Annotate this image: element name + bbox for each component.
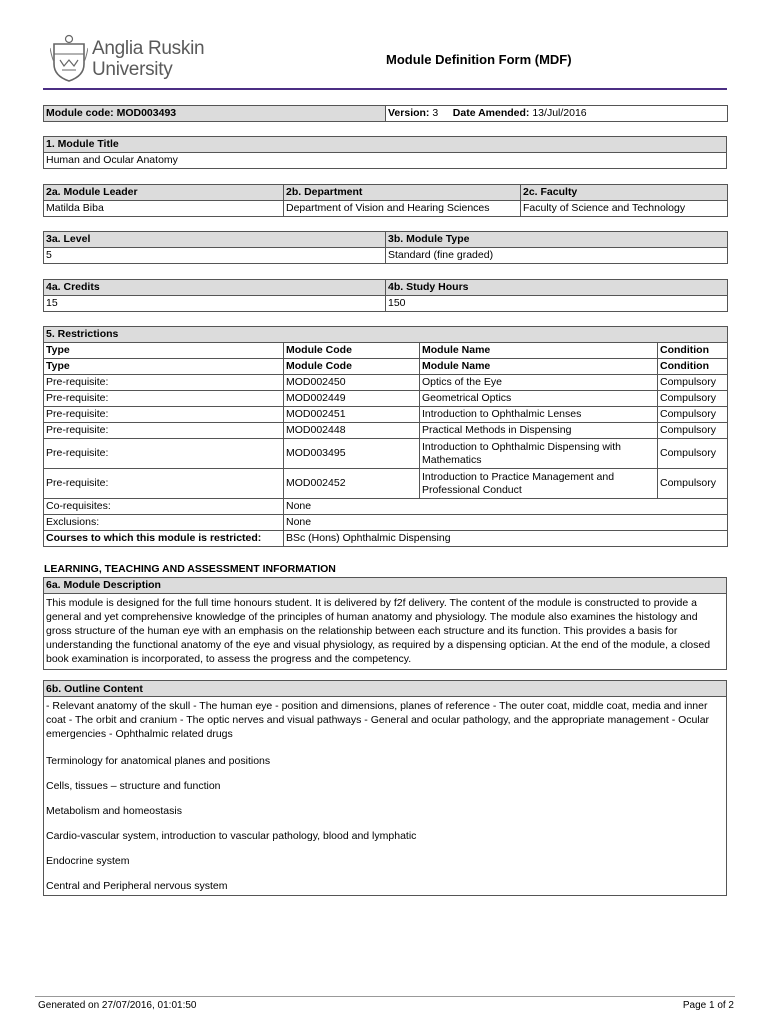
row-code: MOD002449 — [284, 391, 420, 407]
logo-line-2: University — [92, 59, 173, 80]
leader-value: Matilda Biba — [44, 201, 284, 217]
table-row — [44, 407, 728, 423]
credits-label: 4a. Credits — [44, 280, 386, 296]
row-code: MOD002450 — [284, 375, 420, 391]
col-header-condition-repeat: Condition — [658, 359, 728, 375]
module-title-value: Human and Ocular Anatomy — [44, 153, 727, 169]
list-item: Cells, tissues – structure and function — [46, 780, 221, 792]
level-label: 3a. Level — [44, 232, 386, 248]
logo-line-1: Anglia Ruskin — [92, 38, 205, 59]
module-code-cell — [44, 106, 386, 122]
row-type: Pre-requisite: — [44, 407, 284, 423]
title-rule — [43, 88, 727, 90]
list-item: Metabolism and homeostasis — [46, 805, 182, 817]
row-code: MOD002448 — [284, 423, 420, 439]
module-code-table — [43, 105, 728, 122]
credits-table — [43, 279, 728, 312]
restrictions-label: 5. Restrictions — [44, 327, 728, 343]
leader-label: 2a. Module Leader — [44, 185, 284, 201]
row-condition: Compulsory — [658, 375, 728, 391]
col-header-type: Type — [44, 343, 284, 359]
list-item: Endocrine system — [46, 855, 130, 867]
exclusions-label: Exclusions: — [44, 515, 284, 531]
row-condition: Compulsory — [658, 391, 728, 407]
outline-content-label: 6b. Outline Content — [44, 681, 726, 697]
department-label: 2b. Department — [284, 185, 521, 201]
level-table — [43, 231, 728, 264]
row-condition: Compulsory — [658, 469, 728, 499]
module-title-label: 1. Module Title — [44, 137, 727, 153]
exclusions-value: None — [284, 515, 728, 531]
department-value: Department of Vision and Hearing Sciences — [284, 201, 521, 217]
crest-icon — [50, 34, 88, 82]
outline-intro: - Relevant anatomy of the skull - The human eye - position and dimensions, planes of reference - The outer coat, middle coat, media and inner coat - The orbit and cranium - The optic nerves and visual pathways - General and ocular pathology, and the appropriate management - Ocular emergencies - Ophthalmic related drugs — [46, 700, 710, 740]
module-description-label: 6a. Module Description — [44, 578, 727, 594]
module-code-value: MOD003493 — [116, 107, 177, 119]
col-header-condition: Condition — [658, 343, 728, 359]
row-name: Introduction to Ophthalmic Dispensing with Mathematics — [420, 439, 658, 469]
restrictions-table — [43, 326, 728, 547]
faculty-label: 2c. Faculty — [521, 185, 728, 201]
module-description-text: This module is designed for the full time honours student. It is delivered by f2f delivery. The content of the module is constructed to provide a general and yet comprehensive knowledge of the principles of human anatomy and physiology. The module also examines the histology and gross structure of the human eye with an emphasis on the relationship between each structure and its function. This provides a basis for understanding the functional anatomy of the eye and visual physiology, as required by a dispensing optician. At the end of the module, a closed book examination is incorporated, to assess the progress and the competency. — [44, 594, 727, 670]
module-code-label: Module code: — [46, 107, 114, 119]
table-row — [44, 439, 728, 469]
module-type-value: Standard (fine graded) — [386, 248, 728, 264]
row-name: Introduction to Practice Management and Professional Conduct — [420, 469, 658, 499]
row-code: MOD002452 — [284, 469, 420, 499]
col-header-code-repeat: Module Code — [284, 359, 420, 375]
outline-content-box — [43, 680, 727, 896]
module-type-label: 3b. Module Type — [386, 232, 728, 248]
leader-table — [43, 184, 728, 217]
footer-rule — [35, 996, 735, 997]
row-name: Practical Methods in Dispensing — [420, 423, 658, 439]
date-amended-label: Date Amended: — [452, 107, 530, 119]
col-header-name: Module Name — [420, 343, 658, 359]
version-value: 3 — [432, 107, 439, 119]
row-code: MOD003495 — [284, 439, 420, 469]
table-row — [44, 391, 728, 407]
module-description-table — [43, 577, 727, 670]
row-name: Introduction to Ophthalmic Lenses — [420, 407, 658, 423]
row-condition: Compulsory — [658, 407, 728, 423]
level-value: 5 — [44, 248, 386, 264]
col-header-type-repeat: Type — [44, 359, 284, 375]
list-item: Cardio-vascular system, introduction to vascular pathology, blood and lymphatic — [46, 830, 417, 842]
module-title-table — [43, 136, 727, 169]
row-name: Geometrical Optics — [420, 391, 658, 407]
version-cell — [386, 106, 728, 122]
row-type: Pre-requisite: — [44, 469, 284, 499]
row-type: Pre-requisite: — [44, 423, 284, 439]
generated-timestamp: Generated on 27/07/2016, 01:01:50 — [38, 1000, 197, 1011]
list-item: Terminology for anatomical planes and positions — [46, 755, 271, 767]
restricted-courses-label: Courses to which this module is restricted: — [44, 531, 284, 547]
university-logo — [50, 34, 210, 84]
list-item: Central and Peripheral nervous system — [46, 880, 228, 892]
col-header-code: Module Code — [284, 343, 420, 359]
page-number: Page 1 of 2 — [682, 1000, 734, 1011]
credits-value: 15 — [44, 296, 386, 312]
row-condition: Compulsory — [658, 423, 728, 439]
form-title: Module Definition Form (MDF) — [386, 52, 572, 67]
table-row — [44, 423, 728, 439]
table-row — [44, 469, 728, 499]
restricted-courses-value: BSc (Hons) Ophthalmic Dispensing — [284, 531, 728, 547]
row-code: MOD002451 — [284, 407, 420, 423]
study-hours-label: 4b. Study Hours — [386, 280, 728, 296]
faculty-value: Faculty of Science and Technology — [521, 201, 728, 217]
version-label: Version: — [388, 107, 430, 119]
table-row — [44, 375, 728, 391]
row-type: Pre-requisite: — [44, 375, 284, 391]
row-type: Pre-requisite: — [44, 391, 284, 407]
row-name: Optics of the Eye — [420, 375, 658, 391]
row-type: Pre-requisite: — [44, 439, 284, 469]
lta-section-title: LEARNING, TEACHING AND ASSESSMENT INFORMATION — [44, 563, 336, 575]
corequisites-value: None — [284, 499, 728, 515]
col-header-name-repeat: Module Name — [420, 359, 658, 375]
date-amended-value: 13/Jul/2016 — [532, 107, 587, 119]
row-condition: Compulsory — [658, 439, 728, 469]
corequisites-label: Co-requisites: — [44, 499, 284, 515]
study-hours-value: 150 — [386, 296, 728, 312]
